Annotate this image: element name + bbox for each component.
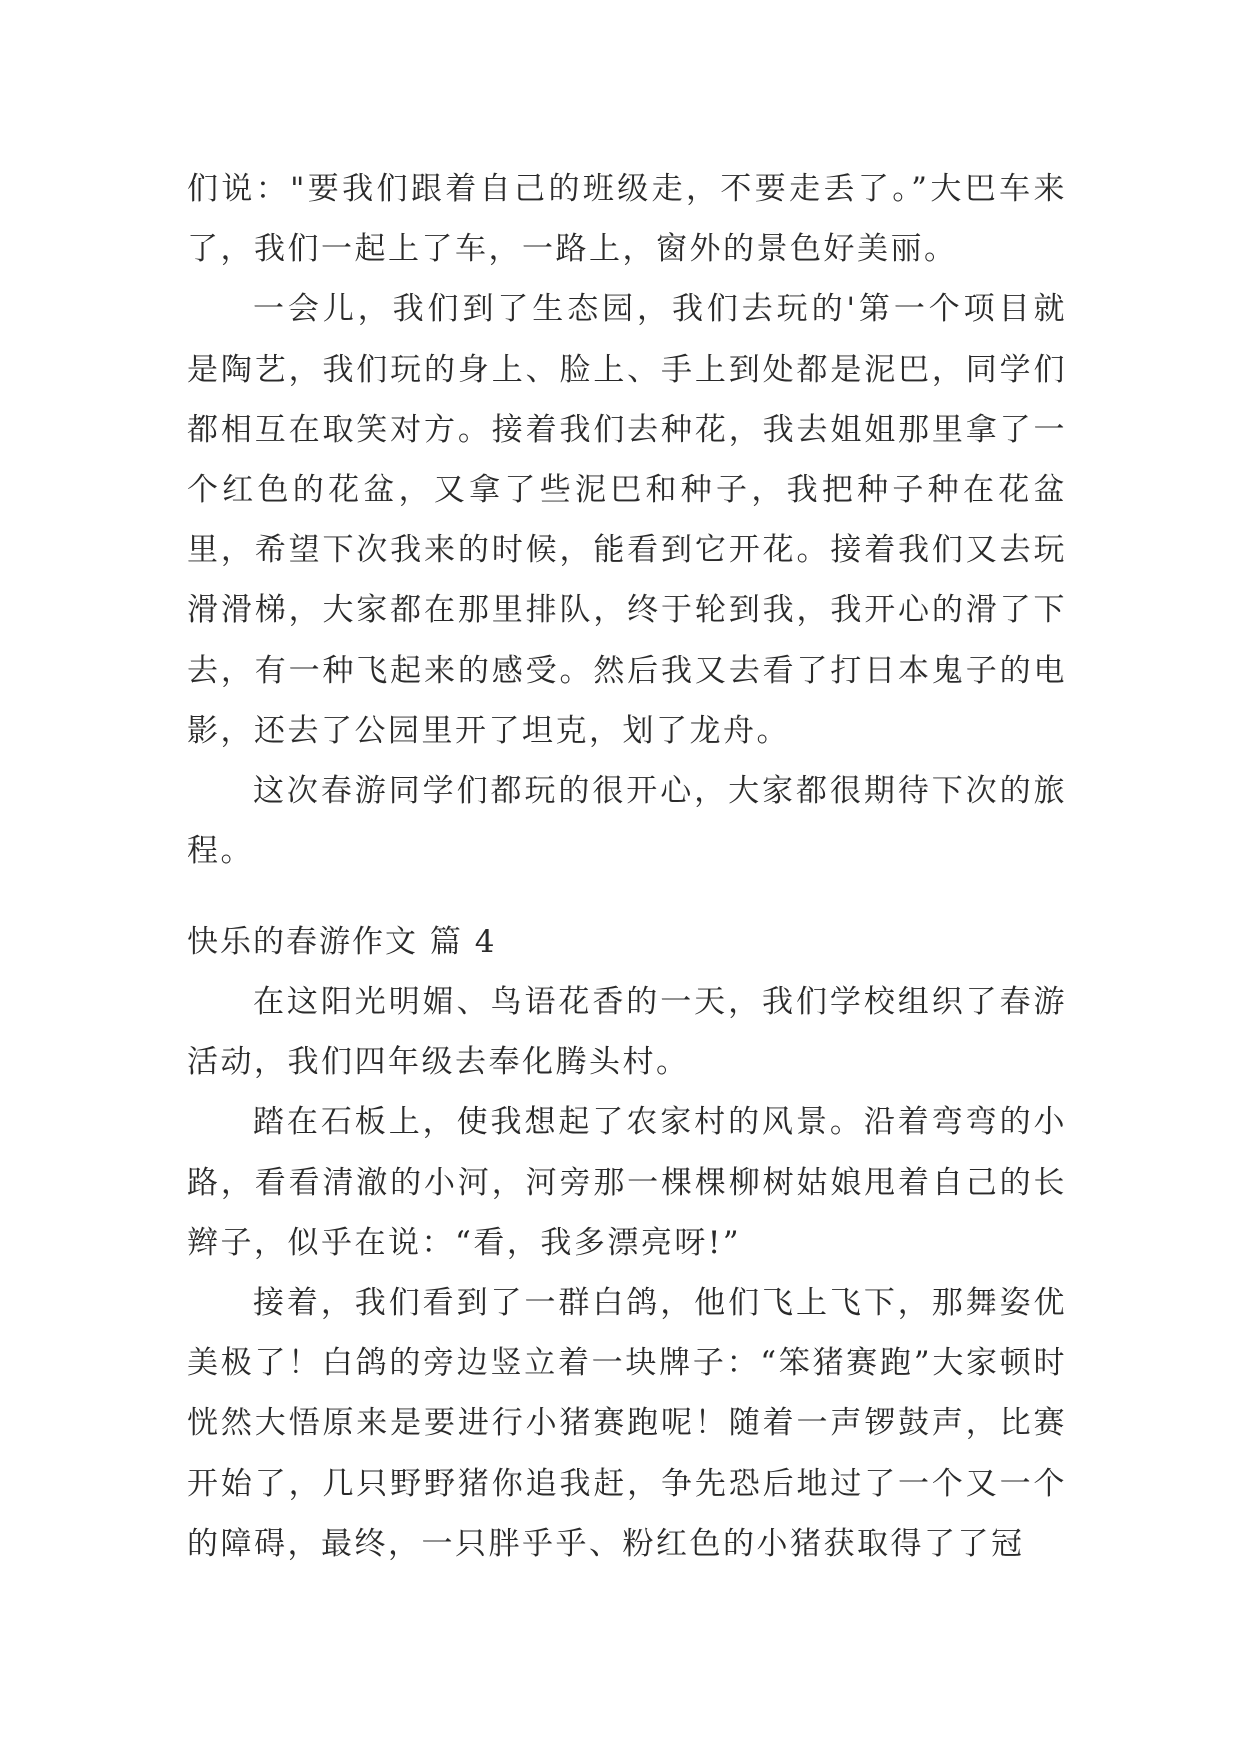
paragraph-eco-park: 一会儿，我们到了生态园，我们去玩的'第一个项目就是陶艺，我们玩的身上、脸上、手上到处都是泥巴，同学们都相互在取笑对方。接着我们去种花，我去姐姐那里拿了一个红色的花盆，又拿了些泥巴和种子，我把种子种在花盆里，希望下次我来的时候，能看到它开花。接着我们又去玩滑滑梯，大家都在那里排队，终于轮到我，我开心的滑了下去，有一种飞起来的感受。然后我又去看了打日本鬼子的电影，还去了公园里开了坦克，划了龙舟。 [187, 291, 1067, 749]
essay-heading: 快乐的春游作文 篇 4 [187, 924, 497, 960]
paragraph-pig-race: 接着，我们看到了一群白鸽，他们飞上飞下，那舞姿优美极了！白鸽的旁边竖立着一块牌子：“笨猪赛跑”大家顿时恍然大悟原来是要进行小猪赛跑呢！随着一声锣鼓声，比赛开始了，几只野野猪你追我赶，争先恐后地过了一个又一个的障碍，最终，一只胖乎乎、粉红色的小猪获取得了了冠 [187, 1285, 1067, 1562]
essay-body-4 [187, 972, 1067, 1574]
essay-body-continued [187, 159, 1067, 881]
paragraph-intro: 在这阳光明媚、鸟语花香的一天，我们学校组织了春游活动，我们四年级去奉化腾头村。 [187, 984, 1067, 1081]
paragraph-village: 踏在石板上，使我想起了农家村的风景。沿着弯弯的小路，看看清澈的小河，河旁那一棵棵柳树姑娘甩着自己的长辫子，似乎在说：“看，我多漂亮呀!” [187, 1104, 1067, 1261]
paragraph-conclusion: 这次春游同学们都玩的很开心，大家都很期待下次的旅程。 [187, 773, 1067, 870]
paragraph-continuation: 们说："要我们跟着自己的班级走，不要走丢了。”大巴车来了，我们一起上了车，一路上，窗外的景色好美丽。 [187, 171, 1067, 268]
